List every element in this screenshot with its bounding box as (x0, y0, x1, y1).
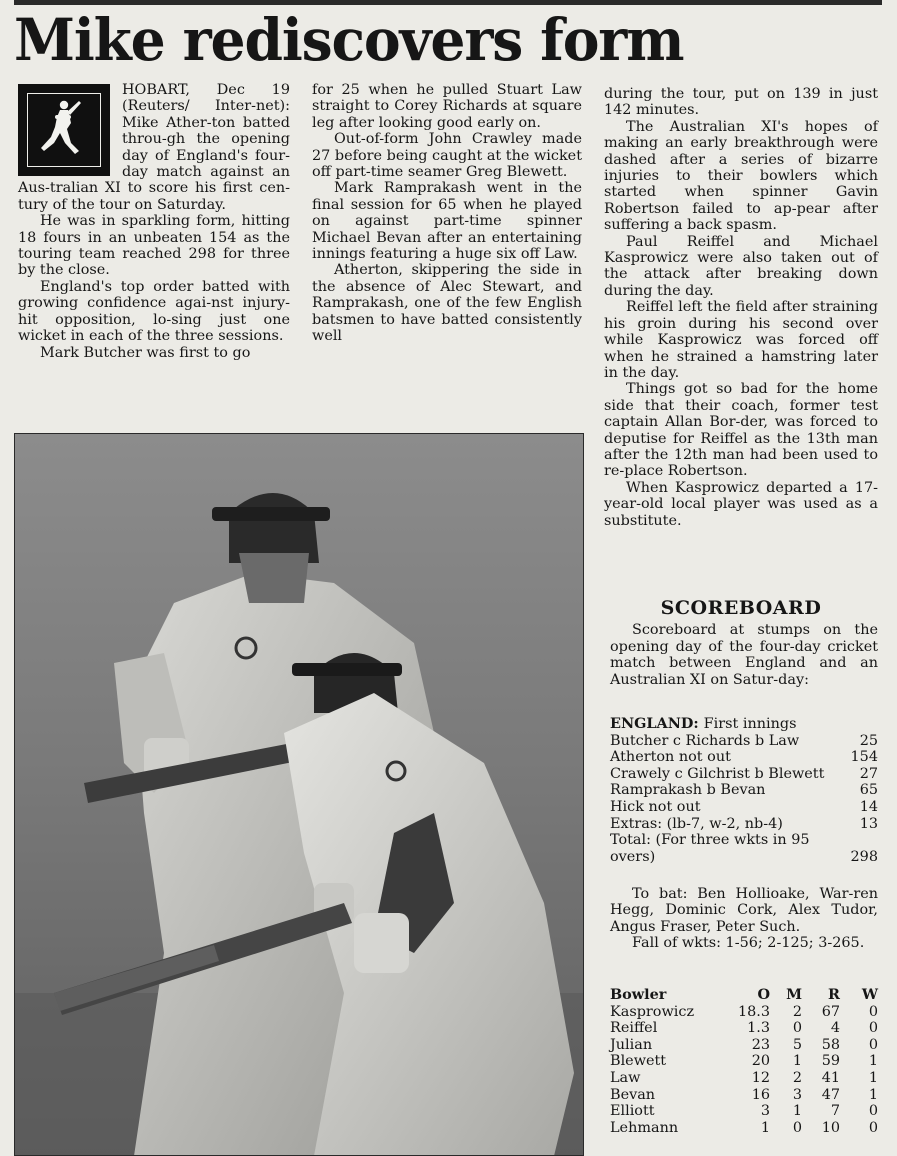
headline: Mike rediscovers form (14, 6, 684, 74)
article-paragraph: When Kasprowicz departed a 17-year-old local player was used as a substitute. (604, 479, 878, 529)
article-lead: HOBART, Dec 19 (Reuters/ Inter-net): Mike Ather-ton batted throu-gh the opening day of England's four-day match against an Aus-tralian XI to score his first cen-tury of the tour on Saturday. (18, 82, 290, 213)
bowler-wickets: 0 (868, 1103, 878, 1120)
article-column-2 (312, 82, 582, 345)
bowler-name: Lehmann (610, 1119, 679, 1136)
bowler-wickets: 1 (868, 1086, 878, 1103)
scoreboard-intro-text: Scoreboard at stumps on the opening day of the four-day cricket match between England and an Australian XI on Satur-day: (610, 622, 878, 688)
batting-row (610, 749, 878, 766)
batting-row (610, 733, 878, 750)
bowler-runs: 47 (821, 1086, 840, 1103)
bowling-row (610, 1037, 878, 1054)
bowling-row (610, 1070, 878, 1087)
bowler-name: Kasprowicz (610, 1003, 695, 1020)
team-name: ENGLAND: (610, 715, 699, 732)
to-bat-text: To bat: Ben Hollioake, War-ren Hegg, Dominic Cork, Alex Tudor, Angus Fraser, Peter Such. (610, 886, 878, 935)
batsman-entry: Atherton not out (610, 749, 731, 766)
batsman-runs: 27 (859, 765, 878, 782)
fall-of-wickets: Fall of wkts: 1-56; 2-125; 3-265. (632, 935, 865, 952)
bowling-row (610, 1087, 878, 1104)
article-paragraph: Things got so bad for the home side that their coach, former test captain Allan Bor-der, was forced to deputise for Reiffel as the 13th man after the 12th man had been used to re-place Robertson. (604, 381, 878, 480)
bowler-wickets: 0 (868, 1003, 878, 1020)
bowler-overs: 16 (751, 1086, 770, 1103)
batsman-runs: 154 (850, 749, 878, 766)
bowler-runs: 67 (821, 1003, 840, 1020)
bowling-row (610, 1004, 878, 1021)
bowler-overs: 18.3 (737, 1003, 770, 1020)
total-label-2: overs) (610, 848, 656, 865)
bowler-name: Julian (610, 1036, 653, 1053)
article-paragraph: Reiffel left the field after straining his groin during his second over while Kasprowicz was forced off when he strained a hamstring later in the day. (604, 299, 878, 381)
bowler-overs: 1.3 (747, 1020, 770, 1037)
runs-header: R (828, 986, 840, 1003)
bowler-overs: 20 (751, 1053, 770, 1070)
bowler-wickets: 1 (868, 1069, 878, 1086)
article-paragraph: for 25 when he pulled Stuart Law straight to Corey Richards at square leg after looking good early on. (312, 82, 582, 131)
bowler-overs: 1 (760, 1119, 770, 1136)
bowler-maidens: 5 (792, 1036, 802, 1053)
bowling-row (610, 1053, 878, 1070)
bowler-runs: 41 (821, 1069, 840, 1086)
bowler-wickets: 1 (868, 1053, 878, 1070)
cricket-photo (14, 433, 584, 1156)
bowling-row (610, 1020, 878, 1037)
batting-row (610, 766, 878, 783)
article-paragraph: He was in sparkling form, hitting 18 fours in an unbeaten 154 as the touring team reached 298 for three by the close. (18, 213, 290, 279)
article-paragraph: England's top order batted with growing confidence agai-nst injury-hit opposition, lo-sing just one wicket in each of the three sessions. (18, 278, 290, 345)
bowler-runs: 4 (830, 1020, 840, 1037)
bowler-runs: 7 (830, 1103, 840, 1120)
bowler-maidens: 3 (792, 1086, 802, 1103)
bowler-overs: 12 (751, 1069, 770, 1086)
batsman-runs: 65 (859, 782, 878, 799)
innings-heading (610, 716, 878, 733)
bowler-maidens: 2 (792, 1003, 802, 1020)
total-runs: 298 (850, 848, 878, 865)
bowler-name: Reiffel (610, 1020, 658, 1037)
total-row-2 (610, 849, 878, 866)
bowler-name: Elliott (610, 1103, 655, 1120)
scoreboard-notes (610, 886, 878, 952)
bowler-maidens: 2 (792, 1069, 802, 1086)
bowler-runs: 58 (821, 1036, 840, 1053)
article-paragraph: during the tour, put on 139 in just 142 minutes. (604, 86, 878, 119)
batsman-entry: Ramprakash b Bevan (610, 782, 766, 799)
bowler-maidens: 1 (792, 1103, 802, 1120)
bowling-row (610, 1103, 878, 1120)
batsman-entry: Extras: (lb-7, w-2, nb-4) (610, 815, 783, 832)
bowling-header-row (610, 987, 878, 1004)
batsman-runs: 14 (859, 798, 878, 815)
article-column-1 (18, 82, 290, 361)
batsman-entry: Butcher c Richards b Law (610, 732, 800, 749)
bowler-runs: 10 (821, 1119, 840, 1136)
scoreboard-title: SCOREBOARD (660, 597, 822, 619)
bowler-overs: 23 (751, 1036, 770, 1053)
total-row (610, 832, 878, 849)
batting-row (610, 816, 878, 833)
bowler-maidens: 0 (792, 1119, 802, 1136)
bowling-table (610, 987, 878, 1136)
article-paragraph: The Australian XI's hopes of making an early breakthrough were dashed after a series of bizarre injuries to their bowlers which started when spinner Gavin Robertson failed to ap-pear after suffering a back spasm. (604, 118, 878, 234)
wickets-header: W (861, 986, 878, 1003)
article-column-3 (604, 86, 878, 529)
article-paragraph: Mark Ramprakash went in the final session for 65 when he played on against part-time spinner Michael Bevan after an entertaining innings featuring a huge six off Law. (312, 180, 582, 263)
bowler-name: Blewett (610, 1053, 667, 1070)
cricket-batsman-icon (18, 84, 110, 176)
bowler-maidens: 1 (792, 1053, 802, 1070)
batting-row (610, 799, 878, 816)
bowler-overs: 3 (760, 1103, 770, 1120)
bowler-maidens: 0 (792, 1020, 802, 1037)
innings-label: First innings (703, 716, 797, 732)
article-paragraph: Paul Reiffel and Michael Kasprowicz were also taken out of the attack after breaking down during the day. (604, 233, 878, 299)
maidens-header: M (786, 986, 802, 1003)
bowler-wickets: 0 (868, 1119, 878, 1136)
bowler-runs: 59 (821, 1053, 840, 1070)
article-paragraph: Out-of-form John Crawley made 27 before being caught at the wicket off part-time seamer Greg Blewett. (312, 131, 582, 181)
batsman-entry: Crawely c Gilchrist b Blewett (610, 765, 825, 782)
batsman-runs: 25 (859, 732, 878, 749)
batsman-runs: 13 (859, 815, 878, 832)
bowler-name: Law (610, 1069, 641, 1086)
total-label: Total: (For three wkts in 95 (610, 832, 810, 849)
bowler-header: Bowler (610, 986, 667, 1003)
scoreboard-intro (610, 622, 878, 688)
bowler-wickets: 0 (868, 1036, 878, 1053)
article-paragraph: Atherton, skippering the side in the absence of Alec Stewart, and Ramprakash, one of the few English batsmen to have batted consistently well (312, 262, 582, 345)
overs-header: O (757, 986, 770, 1003)
batting-row (610, 782, 878, 799)
bowler-name: Bevan (610, 1086, 656, 1103)
bowler-wickets: 0 (868, 1020, 878, 1037)
batsman-entry: Hick not out (610, 798, 701, 815)
article-paragraph: Mark Butcher was first to go (40, 344, 251, 361)
bowling-row (610, 1120, 878, 1137)
batting-scorecard (610, 716, 878, 865)
